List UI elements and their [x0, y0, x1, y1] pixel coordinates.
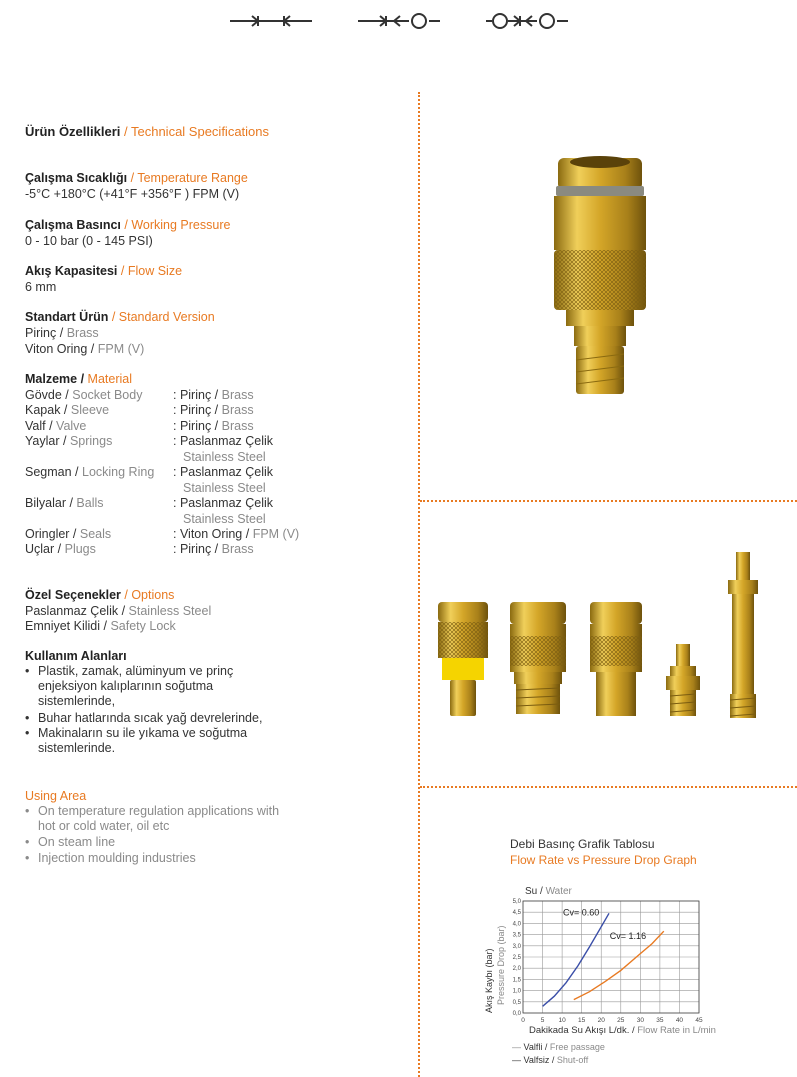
flow-value: 6 mm — [25, 280, 57, 294]
series-line — [543, 913, 609, 1006]
material-row-value — [173, 419, 254, 434]
specs-heading-tr: Ürün Özellikleri — [25, 124, 121, 139]
specs-heading — [25, 124, 269, 139]
material-row-value — [173, 434, 273, 449]
vertical-divider — [418, 92, 420, 1077]
pressure-label-tr: Çalışma Basıncı — [25, 218, 121, 232]
y-tick-label: 3,5 — [512, 932, 521, 939]
y-tick-label: 2,5 — [512, 955, 521, 961]
standard-line-1 — [25, 326, 99, 341]
product-item — [666, 644, 700, 716]
flow-pressure-chart — [478, 895, 788, 1045]
material-name-tr: Oringler / — [25, 527, 77, 541]
material-row-value — [173, 527, 299, 542]
flow-label-en: / Flow Size — [120, 264, 183, 278]
legend-shut-off-en: Shut-off — [556, 1055, 589, 1065]
y-tick-label: 4,5 — [512, 910, 521, 917]
usage-tr-item-text: Plastik, zamak, alüminyum ve prinç enjeksiyon kalıplarının soğutma sistemlerinde, — [38, 664, 234, 708]
material-name-en: Valve — [56, 419, 87, 433]
x-tick-label: 5 — [540, 1017, 545, 1024]
flow-label-tr: Akış Kapasitesi — [25, 264, 118, 278]
material-row-value — [173, 496, 273, 511]
usage-tr-item: • Plastik, zamak, alüminyum ve prinç enjeksiyon kalıplarının soğutma sistemlerinde, — [25, 664, 260, 709]
material-label — [25, 372, 132, 387]
usage-tr-item-text: Makinaların su ile yıkama ve soğutma sistemlerinde. — [38, 726, 248, 755]
usage-tr-item: • Makinaların su ile yıkama ve soğutma sistemlerinde. — [25, 726, 275, 756]
material-value-tr: : Pirinç / — [173, 388, 219, 402]
material-value-en: Brass — [221, 388, 254, 402]
usage-tr-item-text: Buhar hatlarında sıcak yağ devrelerinde, — [38, 711, 263, 725]
material-row-value-en: Stainless Steel — [183, 450, 266, 464]
material-row-value-en: Stainless Steel — [183, 512, 266, 526]
graph-title-en: Flow Rate vs Pressure Drop Graph — [510, 853, 697, 867]
y-tick-label: 0,0 — [512, 1011, 521, 1017]
material-name-tr: Kapak / — [25, 403, 68, 417]
usage-en-item-text: On steam line — [38, 835, 116, 849]
x-tick-label: 0 — [521, 1017, 525, 1024]
material-value-tr: : Viton Oring / — [173, 527, 250, 541]
material-name-tr: Segman / — [25, 465, 79, 479]
material-name-en: Locking Ring — [82, 465, 155, 479]
material-row-name — [25, 527, 111, 542]
material-row-value-en: Stainless Steel — [183, 481, 266, 495]
material-value-en: Brass — [221, 403, 254, 417]
usage-en-label: Using Area — [25, 789, 87, 803]
x-tick-label: 35 — [656, 1017, 664, 1024]
y-tick-label: 5,0 — [512, 899, 521, 905]
standard-line-1-tr: Pirinç / — [25, 326, 64, 340]
material-row-name — [25, 388, 142, 403]
material-name-tr: Bilyalar / — [25, 496, 73, 510]
y-tick-label: 2,0 — [512, 966, 521, 973]
standard-label-tr: Standart Ürün — [25, 310, 109, 324]
material-name-tr: Uçlar / — [25, 542, 62, 556]
y-tick-label: 1,0 — [512, 988, 521, 995]
options-label-tr: Özel Seçenekler — [25, 588, 121, 602]
temp-label — [25, 171, 248, 186]
product-item — [590, 602, 642, 716]
coupling-symbol-1 — [228, 10, 314, 32]
material-row-name — [25, 403, 109, 418]
x-axis-label-tr: Dakikada Su Akışı L/dk. / — [529, 1025, 638, 1036]
x-tick-label: 45 — [695, 1017, 703, 1024]
x-tick-label: 25 — [617, 1017, 625, 1024]
legend-shut-off-tr: Valfsiz / — [523, 1055, 555, 1065]
pressure-label — [25, 218, 230, 233]
x-axis-label-en: Flow Rate in L/min — [637, 1025, 716, 1036]
legend-free-passage-tr: Valfli / — [523, 1042, 548, 1052]
x-tick-label: 20 — [597, 1017, 605, 1024]
usage-tr-label-text: Kullanım Alanları — [25, 649, 127, 663]
material-row-value — [173, 403, 254, 418]
standard-line-1-en: Brass — [66, 326, 99, 340]
options-line-2-en: Safety Lock — [110, 619, 176, 633]
usage-en-item: • Injection moulding industries — [25, 851, 305, 866]
graph-title-tr: Debi Basınç Grafik Tablosu — [510, 837, 655, 851]
material-value-tr: : Pirinç / — [173, 403, 219, 417]
coupling-symbol-3 — [484, 10, 570, 32]
material-value-tr: : Pirinç / — [173, 542, 219, 556]
material-name-tr: Yaylar / — [25, 434, 67, 448]
material-name-tr: Valf / — [25, 419, 53, 433]
standard-line-2 — [25, 342, 144, 357]
product-item — [510, 602, 566, 714]
material-row-value — [173, 542, 254, 557]
material-row-value — [173, 465, 273, 480]
material-row-name — [25, 542, 96, 557]
y-axis-label-en: Pressure Drop (bar) — [496, 925, 506, 1005]
material-label-en: Material — [87, 372, 133, 386]
pressure-value: 0 - 10 bar (0 - 145 PSI) — [25, 234, 153, 248]
material-row-name — [25, 496, 104, 511]
graph-medium-en: Water — [545, 886, 572, 897]
x-tick-label: 15 — [578, 1017, 586, 1024]
standard-line-2-tr: Viton Oring / — [25, 342, 95, 356]
x-tick-label: 10 — [558, 1017, 566, 1024]
options-line-1-tr: Paslanmaz Çelik / — [25, 604, 126, 618]
standard-line-2-en: FPM (V) — [97, 342, 145, 356]
series-line — [574, 931, 664, 999]
y-tick-label: 0,5 — [512, 999, 521, 1006]
options-line-2-tr: Emniyet Kilidi / — [25, 619, 107, 633]
horizontal-divider-1 — [420, 500, 797, 502]
temp-label-tr: Çalışma Sıcaklığı — [25, 171, 128, 185]
y-axis-label-tr: Akış Kaybı (bar) — [484, 948, 494, 1013]
horizontal-divider-2 — [420, 786, 797, 788]
series-label: Cv= 0.60 — [563, 907, 600, 918]
product-family-image — [430, 550, 790, 720]
coupling-symbol-2 — [356, 10, 442, 32]
material-value-en: Brass — [221, 419, 254, 433]
material-value-tr: : Paslanmaz Çelik — [173, 465, 274, 479]
material-name-en: Sleeve — [70, 403, 110, 417]
x-tick-label: 30 — [636, 1017, 644, 1024]
options-line-1-en: Stainless Steel — [128, 604, 212, 618]
options-line-2 — [25, 619, 176, 634]
specs-heading-en: / Technical Specifications — [124, 124, 270, 139]
material-name-en: Socket Body — [72, 388, 143, 402]
material-name-tr: Gövde / — [25, 388, 69, 402]
pressure-label-en: / Working Pressure — [124, 218, 231, 232]
series-label: Cv= 1.16 — [609, 931, 647, 942]
product-item — [438, 602, 488, 716]
y-tick-label: 3,0 — [512, 943, 521, 950]
legend-shut-off: — Valfsiz / Shut-off — [512, 1055, 589, 1065]
x-tick-label: 40 — [675, 1017, 684, 1024]
material-value-tr: : Paslanmaz Çelik — [173, 496, 274, 510]
usage-en-item-text: Injection moulding industries — [38, 851, 196, 865]
usage-en-item: • On temperature regulation applications with hot or cold water, oil etc — [25, 804, 280, 833]
product-socket-image — [540, 150, 660, 400]
material-row-name — [25, 419, 86, 434]
material-name-en: Springs — [69, 434, 113, 448]
material-name-en: Balls — [76, 496, 104, 510]
temp-label-en: / Temperature Range — [130, 171, 248, 185]
material-name-en: Seals — [79, 527, 112, 541]
material-value-en: Brass — [221, 542, 254, 556]
standard-label-en: / Standard Version — [111, 310, 215, 324]
options-label — [25, 588, 174, 603]
material-row-name — [25, 434, 112, 449]
x-axis-label — [529, 1025, 716, 1036]
usage-en-item-text: On temperature regulation applications with hot or cold water, oil etc — [38, 804, 280, 833]
material-label-tr: Malzeme / — [25, 372, 85, 386]
material-name-en: Plugs — [64, 542, 96, 556]
y-tick-label: 1,5 — [512, 977, 521, 984]
usage-tr-label — [25, 649, 127, 664]
temp-value: -5°C +180°C (+41°F +356°F ) FPM (V) — [25, 187, 240, 201]
legend-free-passage: — Valfli / Free passage — [512, 1042, 605, 1052]
flow-label — [25, 264, 182, 279]
options-line-1 — [25, 604, 211, 619]
product-item — [728, 552, 758, 718]
material-value-tr: : Paslanmaz Çelik — [173, 434, 274, 448]
legend-free-passage-en: Free passage — [549, 1042, 605, 1052]
material-row-name — [25, 465, 154, 480]
graph-medium-tr: Su / — [525, 886, 543, 897]
material-row-value — [173, 388, 254, 403]
standard-label — [25, 310, 215, 325]
options-label-en: / Options — [124, 588, 175, 602]
usage-tr-item: • Buhar hatlarında sıcak yağ devrelerinde, — [25, 711, 305, 726]
material-value-en: FPM (V) — [252, 527, 300, 541]
usage-en-item: • On steam line — [25, 835, 305, 850]
y-tick-label: 4,0 — [512, 921, 521, 928]
material-value-tr: : Pirinç / — [173, 419, 219, 433]
